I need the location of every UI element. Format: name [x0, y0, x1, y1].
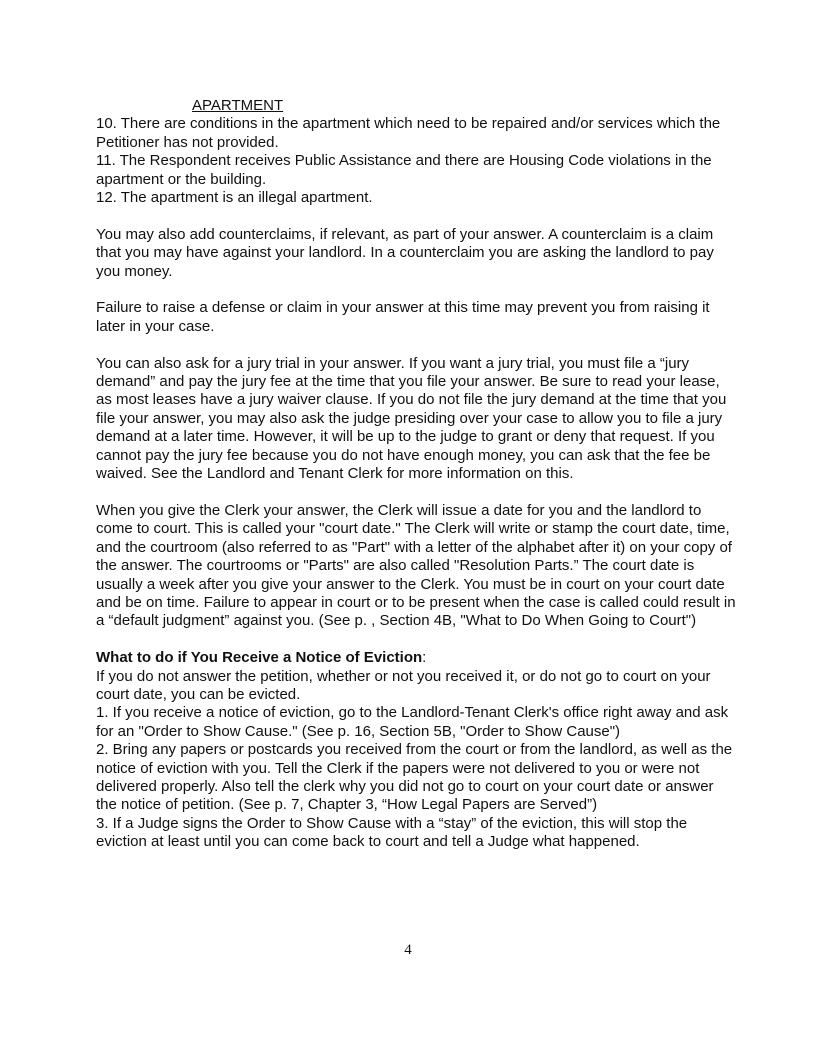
paragraph-gap: [96, 281, 736, 299]
defense-item: 10. There are conditions in the apartment which need to be repaired and/or services which the Petitioner has not provided.: [96, 115, 721, 151]
document-page: [96, 97, 736, 852]
counterclaims-paragraph: You may also add counterclaims, if relevant, as part of your answer. A counterclaim is a claim that you may have against your landlord. In a counterclaim you are asking the landlord to pay you money.: [96, 225, 714, 280]
court-date-paragraph: When you give the Clerk your answer, the Clerk will issue a date for you and the landlord to come to court. This is called your "court date." The Clerk will write or stamp the court date, time, and the courtroom (also referred to as "Part" with a letter of the alphabet after it) on your copy of the answer. The courtrooms or "Parts" are also called "Resolution Parts.” The court date is usually a week after you give your answer to the Clerk. You must be in court on your court date and be on time. Failure to appear in court or to be present when the case is called could result in a “default judgment” against you. (See p. , Section 4B, "What to Do When Going to Court"): [96, 501, 736, 630]
eviction-heading-colon: :: [422, 649, 427, 667]
eviction-step: 3. If a Judge signs the Order to Show Cause with a “stay” of the eviction, this will stop the eviction at least until you can come back to court and tell a Judge what happened.: [96, 814, 688, 851]
page-number: 4: [404, 942, 412, 958]
defense-item: 11. The Respondent receives Public Assistance and there are Housing Code violations in the apartment or the building.: [96, 152, 712, 188]
paragraph-gap: [96, 483, 736, 501]
paragraph-gap: [96, 336, 736, 354]
eviction-heading-line: [96, 649, 736, 667]
eviction-step: 1. If you receive a notice of eviction, go to the Landlord-Tenant Clerk's office right away and ask for an "Order to Show Cause." (See p. 16, Section 5B, "Order to Show Cause"): [96, 704, 729, 740]
jury-paragraph: You can also ask for a jury trial in your answer. If you want a jury trial, you must file a “jury demand” and pay the jury fee at the time that you file your answer. Be sure to read your lease, as most leases have a jury waiver clause. If you do not file the jury demand at the time that you file your answer, you may also ask the judge presiding over your case to allow you to file a jury demand at a later time. However, it will be up to the judge to grant or deny that request. If you cannot pay the jury fee because you do not have enough money, you can ask that the fee be waived. See the Landlord and Tenant Clerk for more information on this.: [96, 354, 727, 483]
paragraph-gap: [96, 207, 736, 225]
heading-fragment: APARTMENT: [192, 97, 284, 114]
failure-paragraph: Failure to raise a defense or claim in your answer at this time may prevent you from raising it later in your case.: [96, 299, 710, 335]
defense-item: 12. The apartment is an illegal apartment.: [96, 189, 373, 207]
paragraph-gap: [96, 631, 736, 649]
eviction-step: 2. Bring any papers or postcards you received from the court or from the landlord, as well as the notice of eviction with you. Tell the Clerk if the papers were not delivered to you or were not delivered properly. Also tell the clerk why you did not go to court on your court date or answer the notice of petition. (See p. 7, Chapter 3, “How Legal Papers are Served”): [96, 741, 733, 814]
eviction-intro: If you do not answer the petition, whether or not you received it, or do not go to court on your court date, you can be evicted.: [96, 667, 711, 703]
eviction-heading: What to do if You Receive a Notice of Eviction: [96, 649, 423, 667]
